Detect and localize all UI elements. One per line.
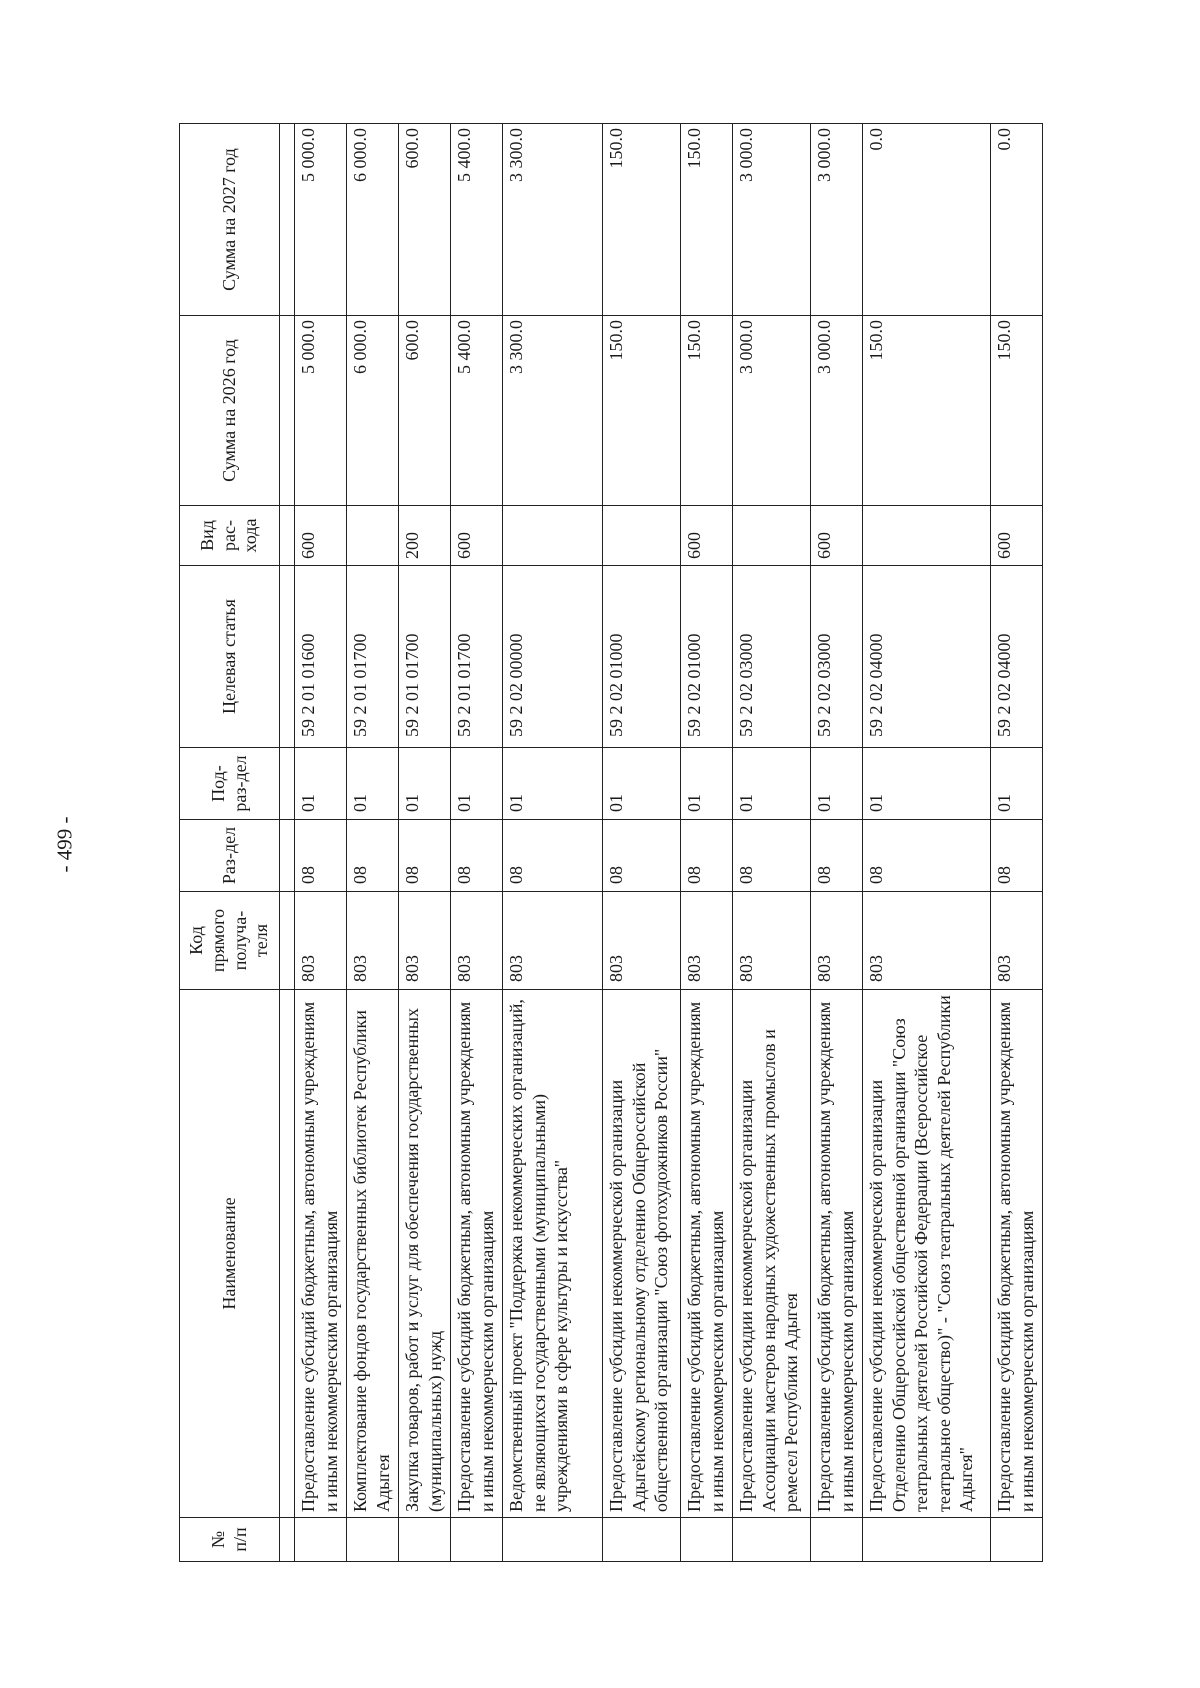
cell-num [681, 1518, 733, 1562]
cell-celevaya: 59 2 02 01000 [681, 566, 733, 748]
cell-name: Предоставление субсидии некоммерческой организации Ассоциации мастеров народных художественных промыслов и ремесел Республики Адыгея [733, 990, 811, 1518]
cell-sum-2026: 3 000.0 [733, 316, 811, 506]
cell-razdel: 08 [399, 820, 451, 892]
cell-sum-2026: 3 300.0 [503, 316, 603, 506]
cell-vid: 200 [399, 506, 451, 566]
cell-code: 803 [811, 892, 863, 990]
cell-sum-2027: 150.0 [681, 124, 733, 316]
cell-podrazdel: 01 [681, 748, 733, 820]
cell-celevaya: 59 2 01 01700 [451, 566, 503, 748]
cell-vid [503, 506, 603, 566]
cell-podrazdel: 01 [295, 748, 347, 820]
cell-podrazdel: 01 [863, 748, 991, 820]
cell-sum-2026: 5 000.0 [295, 316, 347, 506]
cell-sum-2027: 3 000.0 [811, 124, 863, 316]
cell-razdel: 08 [863, 820, 991, 892]
cell-name: Предоставление субсидий бюджетным, автономным учреждениям и иным некоммерческим организациям [991, 990, 1043, 1518]
cell-sum-2027: 600.0 [399, 124, 451, 316]
header-podrazdel: Под-раз-дел [180, 748, 280, 820]
cell-sum-2027: 3 000.0 [733, 124, 811, 316]
cell-razdel: 08 [811, 820, 863, 892]
header-num: № п/п [180, 1518, 280, 1562]
table-row [503, 124, 603, 1562]
cell-num [733, 1518, 811, 1562]
cell-num [399, 1518, 451, 1562]
cell-sum-2026: 600.0 [399, 316, 451, 506]
cell-sum-2027: 3 300.0 [503, 124, 603, 316]
header-code: Код прямого получа-теля [180, 892, 280, 990]
cell-vid [603, 506, 681, 566]
table-row [295, 124, 347, 1562]
cell-sum-2026: 150.0 [991, 316, 1043, 506]
cell-code: 803 [603, 892, 681, 990]
spacer-row [280, 124, 295, 1562]
cell-code: 803 [863, 892, 991, 990]
header-name: Наименование [180, 990, 280, 1518]
cell-celevaya: 59 2 02 01000 [603, 566, 681, 748]
cell-celevaya: 59 2 01 01600 [295, 566, 347, 748]
table-row [681, 124, 733, 1562]
table-row [451, 124, 503, 1562]
cell-sum-2027: 0.0 [863, 124, 991, 316]
table-row [399, 124, 451, 1562]
cell-sum-2027: 6 000.0 [347, 124, 399, 316]
cell-celevaya: 59 2 02 04000 [863, 566, 991, 748]
cell-code: 803 [503, 892, 603, 990]
cell-code: 803 [451, 892, 503, 990]
cell-name: Предоставление субсидии некоммерческой организации Адыгейскому региональному отделению Общероссийской общественной организации "Союз фотохудожников России" [603, 990, 681, 1518]
cell-name: Ведомственный проект "Поддержка некоммерческих организаций, не являющихся государственными (муниципальными) учреждениями в сфере культуры и искусства" [503, 990, 603, 1518]
cell-podrazdel: 01 [811, 748, 863, 820]
cell-celevaya: 59 2 02 03000 [733, 566, 811, 748]
cell-razdel: 08 [733, 820, 811, 892]
cell-code: 803 [681, 892, 733, 990]
cell-vid: 600 [811, 506, 863, 566]
cell-razdel: 08 [603, 820, 681, 892]
table-row [733, 124, 811, 1562]
cell-sum-2027: 5 000.0 [295, 124, 347, 316]
cell-num [991, 1518, 1043, 1562]
cell-sum-2027: 150.0 [603, 124, 681, 316]
cell-vid: 600 [451, 506, 503, 566]
table-row [603, 124, 681, 1562]
cell-podrazdel: 01 [451, 748, 503, 820]
cell-vid: 600 [681, 506, 733, 566]
cell-vid [863, 506, 991, 566]
cell-sum-2026: 150.0 [681, 316, 733, 506]
cell-podrazdel: 01 [347, 748, 399, 820]
cell-num [295, 1518, 347, 1562]
cell-celevaya: 59 2 02 03000 [811, 566, 863, 748]
cell-num [863, 1518, 991, 1562]
cell-podrazdel: 01 [503, 748, 603, 820]
cell-name: Предоставление субсидий бюджетным, автономным учреждениям и иным некоммерческим организациям [451, 990, 503, 1518]
budget-table [179, 123, 1043, 1562]
cell-name: Комплектование фондов государственных библиотек Республики Адыгея [347, 990, 399, 1518]
cell-code: 803 [733, 892, 811, 990]
cell-sum-2027: 0.0 [991, 124, 1043, 316]
cell-sum-2026: 5 400.0 [451, 316, 503, 506]
cell-name: Предоставление субсидий бюджетным, автономным учреждениям и иным некоммерческим организациям [811, 990, 863, 1518]
cell-num [603, 1518, 681, 1562]
cell-num [347, 1518, 399, 1562]
cell-vid [733, 506, 811, 566]
header-sum-2026: Сумма на 2026 год [180, 316, 280, 506]
cell-sum-2026: 150.0 [863, 316, 991, 506]
cell-razdel: 08 [681, 820, 733, 892]
cell-vid: 600 [991, 506, 1043, 566]
cell-code: 803 [295, 892, 347, 990]
cell-razdel: 08 [295, 820, 347, 892]
cell-razdel: 08 [991, 820, 1043, 892]
cell-name: Предоставление субсидии некоммерческой организации Отделению Общероссийской общественной организации "Союз театральных деятелей Российской Федерации (Всероссийское театральное общество)" - "Союз театральных деятелей Республики Адыгея" [863, 990, 991, 1518]
page-number: - 499 - [52, 816, 77, 873]
header-sum-2027: Сумма на 2027 год [180, 124, 280, 316]
cell-name: Предоставление субсидий бюджетным, автономным учреждениям и иным некоммерческим организациям [295, 990, 347, 1518]
header-vid: Вид рас-хода [180, 506, 280, 566]
cell-num [503, 1518, 603, 1562]
rotated-page-content [179, 124, 1037, 1562]
cell-podrazdel: 01 [733, 748, 811, 820]
cell-name: Закупка товаров, работ и услуг для обеспечения государственных (муниципальных) нужд [399, 990, 451, 1518]
cell-num [451, 1518, 503, 1562]
cell-razdel: 08 [503, 820, 603, 892]
table-row [991, 124, 1043, 1562]
cell-sum-2026: 6 000.0 [347, 316, 399, 506]
cell-code: 803 [991, 892, 1043, 990]
table-header-row [180, 124, 280, 1562]
cell-code: 803 [347, 892, 399, 990]
table-row [811, 124, 863, 1562]
cell-vid: 600 [295, 506, 347, 566]
cell-code: 803 [399, 892, 451, 990]
header-razdel: Раз-дел [180, 820, 280, 892]
cell-num [811, 1518, 863, 1562]
header-celevaya: Целевая статья [180, 566, 280, 748]
cell-celevaya: 59 2 02 00000 [503, 566, 603, 748]
cell-celevaya: 59 2 02 04000 [991, 566, 1043, 748]
cell-celevaya: 59 2 01 01700 [399, 566, 451, 748]
cell-name: Предоставление субсидий бюджетным, автономным учреждениям и иным некоммерческим организациям [681, 990, 733, 1518]
cell-razdel: 08 [347, 820, 399, 892]
cell-podrazdel: 01 [399, 748, 451, 820]
cell-razdel: 08 [451, 820, 503, 892]
cell-sum-2026: 150.0 [603, 316, 681, 506]
cell-celevaya: 59 2 01 01700 [347, 566, 399, 748]
cell-sum-2026: 3 000.0 [811, 316, 863, 506]
cell-vid [347, 506, 399, 566]
cell-podrazdel: 01 [603, 748, 681, 820]
table-row [347, 124, 399, 1562]
cell-podrazdel: 01 [991, 748, 1043, 820]
cell-sum-2027: 5 400.0 [451, 124, 503, 316]
table-row [863, 124, 991, 1562]
